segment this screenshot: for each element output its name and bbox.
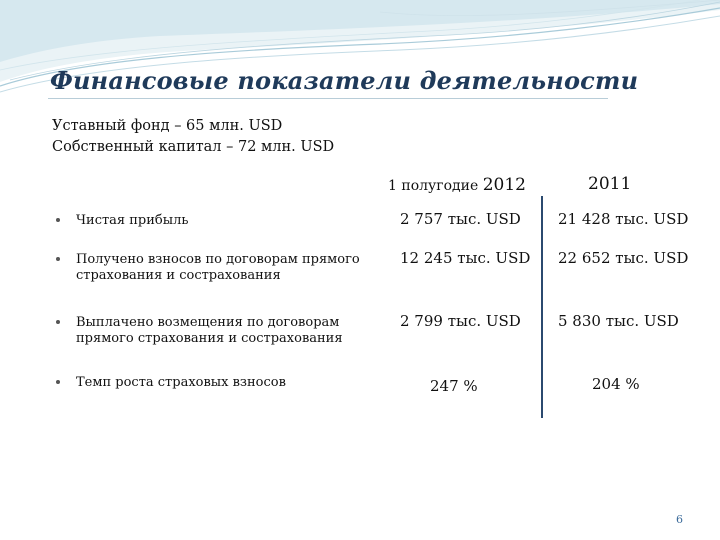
row-value-2011: 5 830 тыс. USD [558,312,679,330]
row-value-2012: 247 % [430,377,478,395]
column-divider [541,196,543,418]
page-number: 6 [676,513,683,526]
equity-capital: Собственный капитал – 72 млн. USD [52,139,335,155]
bullet-icon [56,218,60,222]
row-value-2012: 12 245 тыс. USD [400,249,531,267]
column-header-h1-prefix: 1 полугодие [388,178,479,194]
row-value-2011: 21 428 тыс. USD [558,210,689,228]
row-label: Темп роста страховых взносов [76,375,286,390]
row-value-2012: 2 757 тыс. USD [400,210,521,228]
column-header-2011: 2011 [588,174,632,194]
row-value-2012: 2 799 тыс. USD [400,312,521,330]
bullet-icon [56,257,60,261]
row-label: Чистая прибыль [76,213,189,228]
row-label: Получено взносов по договорам прямого страхования и сострахования [76,252,360,283]
column-header-h1-year: 2012 [482,175,526,195]
bullet-icon [56,320,60,324]
bullet-icon [56,380,60,384]
row-value-2011: 22 652 тыс. USD [558,249,689,267]
authorized-fund: Уставный фонд – 65 млн. USD [52,118,283,134]
row-label: Выплачено возмещения по договорам прямого страхования и сострахования [76,315,343,346]
row-value-2011: 204 % [592,375,640,393]
page-title: Финансовые показатели деятельности [50,66,639,95]
title-underline [48,98,608,99]
column-header-h1-2012 [388,175,526,195]
